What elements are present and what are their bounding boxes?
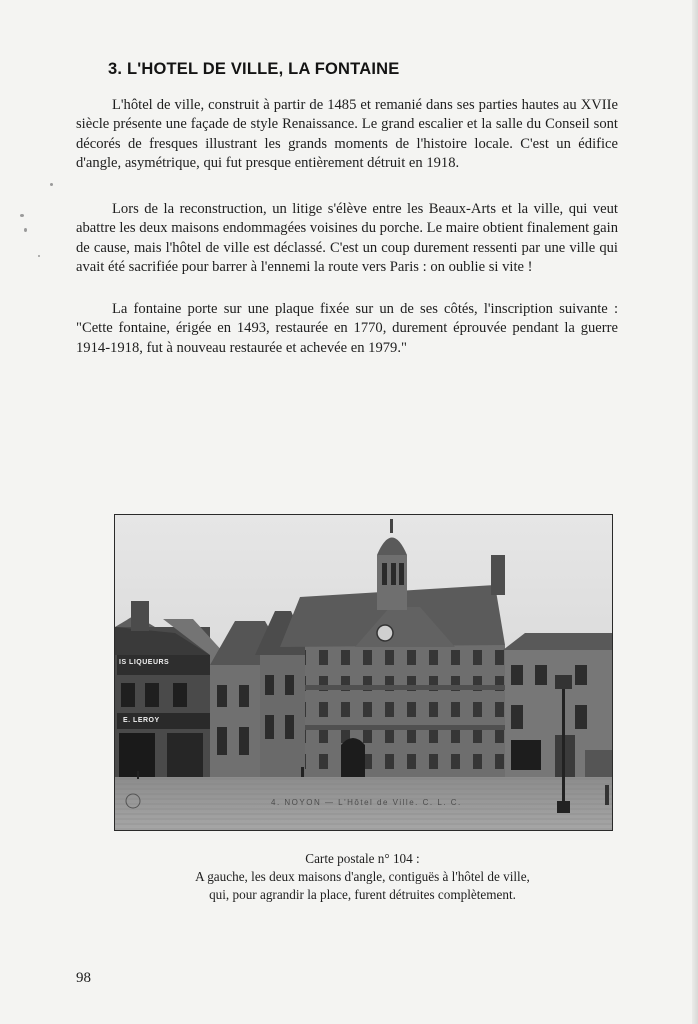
caption-line-2: A gauche, les deux maisons d'angle, contiguës à l'hôtel de ville, <box>195 869 530 884</box>
paragraph-reconstruction <box>76 200 618 277</box>
page-edge <box>692 0 698 1024</box>
shop-sign-leroy: E. LEROY <box>123 717 160 724</box>
caption-line-1: Carte postale n° 104 : <box>305 851 420 866</box>
paragraph-2-text: Lors de la reconstruction, un litige s'élève entre les Beaux-Arts et la ville, qui veut abattre les deux maisons endommagées voisines du porche. Le maire obtient finalement gain de cause, mais l'hôtel de ville est déclassé. C'est un coup durement ressenti par une ville qui avait été sacrifiée pour barrer à l'ennemi la route vers Paris : on oublie si vite ! <box>76 201 618 275</box>
town-hall-illustration <box>115 515 612 830</box>
section-heading: 3. L'HOTEL DE VILLE, LA FONTAINE <box>108 60 400 78</box>
paragraph-fountain <box>76 300 618 358</box>
photo-caption <box>114 850 611 904</box>
shop-sign-liqueurs: IS LIQUEURS <box>119 659 170 666</box>
paragraph-1-text: L'hôtel de ville, construit à partir de 1485 et remanié dans ses parties hautes au XVIIe siècle présente une façade de style Renaissance. Le grand escalier et la salle du Conseil sont décorés de fresques illustrant les grands moments de l'histoire locale. C'est un édifice d'angle, asymétrique, qui fut presque entièrement détruit en 1918. <box>76 97 618 171</box>
paragraph-3-text: La fontaine porte sur une plaque fixée sur un de ses côtés, l'inscription suivante : "Cette fontaine, érigée en 1493, restaurée en 1770, durement éprouvée pendant la guerre 1914-1918, fut à nouveau restaurée et achevée en 1979." <box>76 301 618 356</box>
postcard-printed-caption: 4. NOYON — L'Hôtel de Ville. C. L. C. <box>271 798 462 807</box>
postcard-photo <box>114 514 613 831</box>
caption-line-3: qui, pour agrandir la place, furent détruites complètement. <box>209 887 516 902</box>
page-number: 98 <box>76 970 91 986</box>
paragraph-history <box>76 96 618 173</box>
